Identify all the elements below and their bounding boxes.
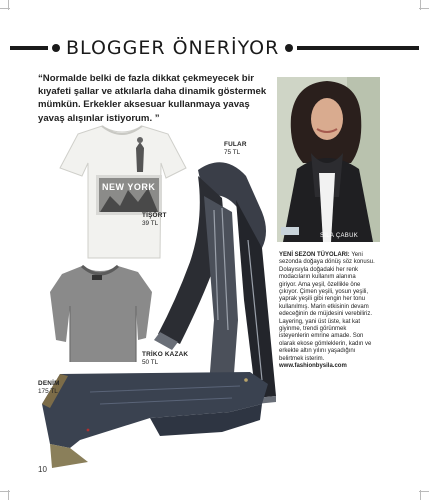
- tshirt-label: [142, 212, 167, 228]
- new-season-tips: [279, 252, 375, 371]
- scarf-name: FULAR: [224, 141, 247, 148]
- page-title: BLOGGER ÖNERİYOR: [66, 37, 280, 59]
- denim-label: [38, 380, 60, 396]
- tshirt-price: 39 TL: [142, 220, 159, 227]
- blogger-portrait: [277, 77, 380, 242]
- sweater-price: 50 TL: [142, 359, 159, 366]
- sweater-name: TRİKO KAZAK: [142, 351, 189, 358]
- tips-heading: YENİ SEZON TÜYOLARI:: [279, 252, 352, 258]
- tshirt-name: TİŞÖRT: [142, 212, 167, 219]
- blogger-quote: “Normalde belki de fazla dikkat çekmeyecek bir kıyafeti şallar ve atkılarla daha dinamik göstermek mümkün. Erkekler aksesuar kullanmaya yavaş yavaş alışınlar istiyorum. ”: [38, 73, 267, 124]
- tips-body: Yeni sezonda doğaya dönüş söz konusu. Dolayısıyla doğadaki her renk modacıların kullanım alanına giriyor. Ama yeşil, özellikle öne çıkıyor. Çimen yeşili, yosun yeşili, yaprak yeşili gibi rengin her tonu kullanılmış. Marin etkisinin devam edeceğinin de müjdesini verebiliriz. Layering, yani üst üste, kat kat giyinme, trendi görünmek isteyenlerin emrine amade. Son olarak ekose gömleklerin, kadın ve erkekte altın yılını yaşadığını belirtmek isterim.: [279, 252, 375, 362]
- scarf-price: 75 TL: [224, 149, 241, 156]
- blogger-name-caption: SILA ÇABUK: [320, 233, 359, 239]
- blog-url: www.fashionbysila.com: [279, 363, 347, 370]
- scarf-label: [224, 141, 247, 157]
- denim-price: 175 TL: [38, 388, 58, 395]
- page-number: 10: [38, 465, 47, 474]
- sweater-label: [142, 351, 188, 367]
- denim-name: DENİM: [38, 380, 60, 387]
- tshirt-print-text: NEW YORK: [102, 182, 156, 192]
- blogger-photo: [277, 77, 380, 242]
